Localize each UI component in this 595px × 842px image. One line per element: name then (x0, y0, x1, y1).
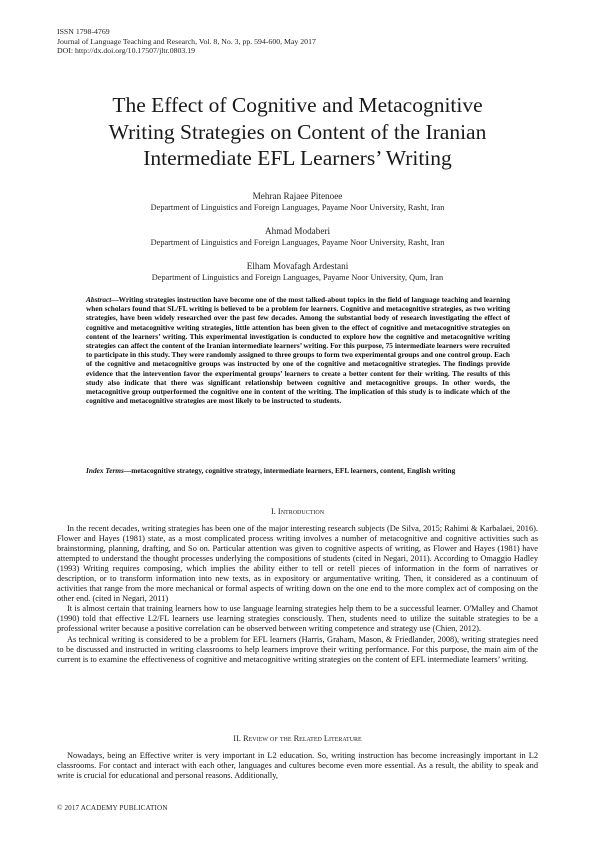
author-affiliation: Department of Linguistics and Foreign Languages, Payame Noor University, Qum, Iran (151, 273, 444, 282)
index-terms (86, 466, 510, 475)
section-heading-introduction (57, 507, 538, 516)
author-block (60, 226, 535, 248)
abstract-text: —Writing strategies instruction have become one of the most talked-about topics in the field of language teaching and learning when scholars found that SL/FL writing is believed to be a problem for learners. Cognitive and metacognitive strategies, as two writing strategies, have been widely researched over the past few decades. Among the substantial body of research investigating the effect of cognitive and metacognitive writing strategies, little attention has been given to the effect of cognitive and metacognitive strategies on content of the learners’ writing. This experimental investigation is conducted to explore how the cognitive and metacognitive writing strategies can affect the content of the Iranian intermediate learners’ writing. For this purpose, 75 intermediate learners were recruited to participate in this study. They were randomly assigned to three groups to form two experimental groups and one control group. Each of the cognitive and metacognitive groups was instructed by one of the cognitive and metacognitive strategies. The findings provide evidence that the intervention favor the experimental groups’ learners to create a better content for their writing. The results of this study also indicate that there was significant relationship between cognitive and metacognitive groups. In other words, the metacognitive group outperformed the cognitive one in content of the writing. The implication of this study is to indicate which of the cognitive and metacognitive strategies are most likely to be instructed to students. (86, 295, 510, 406)
abstract (86, 295, 510, 405)
title-line-3: Intermediate EFL Learners’ Writing (143, 146, 452, 170)
paragraph: In the recent decades, writing strategies has been one of the major interesting research subjects (De Silva, 2015; Rahimi & Karbalaei, 2016). Flower and Hayes (1981) state, as a most complicated process writing involves a number of metacognitive and cognitive activities such as brainstorming, planning, drafting, and So on. Particular attention was given to cognitive aspects of writing, as Flower and Hayes (1981) have attempted to understand the thought processes underlying the compositions of students (cited in Negari, 2011). According to Omaggio Hadley (1993) Writing requires composing, which implies the ability either to tell or retell pieces of information in the form of narratives or description, or to transform information into new texts, as in expository or argumentative writing. Then, it considered as a continuum of activities that range from the more mechanical or formal aspects of writing down on the one end to the more complex act of composing on the other end. (cited in Negari, 2011) (57, 524, 538, 604)
author-affiliation: Department of Linguistics and Foreign Languages, Payame Noor University, Rasht, Iran (150, 203, 445, 212)
introduction-body (57, 524, 538, 665)
review-body (57, 751, 538, 781)
paper-title (60, 92, 535, 172)
index-terms-text: —metacognitive strategy, cognitive strategy, intermediate learners, EFL learners, content, English writing (123, 466, 456, 475)
paragraph: It is almost certain that training learners how to use language learning strategies help them to be a successful learner. O'Malley and Chamot (1990) told that effective L2/FL learners use learning strategies consciously. Then, students need to utilize the suitable strategies to be a professional writer because a positive correlation can be observed between writing competence and strategy use (Chien, 2012). (57, 604, 538, 634)
section-numeral: II. (233, 734, 241, 743)
paragraph: As technical writing is considered to be a problem for EFL learners (Harris, Graham, Mason, & Friedlander, 2008), writing strategies need to be discussed and instructed in writing classrooms to help learners improve their writing performance. For this purpose, the main aim of the current is to examine the effectiveness of cognitive and metacognitive writing strategies on the content of EFL intermediate learners’ writing. (57, 634, 538, 664)
abstract-label: Abstract (86, 295, 112, 304)
title-line-2: Writing Strategies on Content of the Iranian (108, 119, 487, 144)
section-numeral: I. (270, 507, 276, 516)
section-title: Introduction (277, 507, 325, 516)
author-block (60, 191, 535, 213)
author-block (60, 261, 535, 283)
author-affiliation: Department of Linguistics and Foreign Languages, Payame Noor University, Rasht, Iran (150, 238, 445, 247)
doi-link[interactable]: DOI: http://dx.doi.org/10.17507/jltr.0803.19 (57, 46, 196, 56)
journal-citation: Journal of Language Teaching and Research, Vol. 8, No. 3, pp. 594-600, May 2017 (57, 36, 316, 46)
index-terms-label: Index Terms (86, 466, 124, 475)
issn: ISSN 1798-4769 (57, 27, 110, 36)
copyright-footer: © 2017 ACADEMY PUBLICATION (57, 804, 168, 812)
author-name: Elham Movafagh Ardestani (246, 261, 349, 271)
author-name: Ahmad Modaberi (264, 226, 331, 236)
section-title: Review of the Related Literature (243, 734, 362, 743)
title-line-1: The Effect of Cognitive and Metacognitive (112, 93, 483, 117)
section-heading-review (57, 734, 538, 743)
journal-header (57, 27, 316, 56)
paragraph: Nowadays, being an Effective writer is very important in L2 education. So, writing instruction has become increasingly important in L2 classrooms. For contact and interact with each other, languages and cultures become even more essential. As a result, the ability to speak and write is crucial for educational and personal reasons. Additionally, (57, 751, 538, 781)
author-name: Mehran Rajaee Pitenoee (252, 191, 343, 201)
